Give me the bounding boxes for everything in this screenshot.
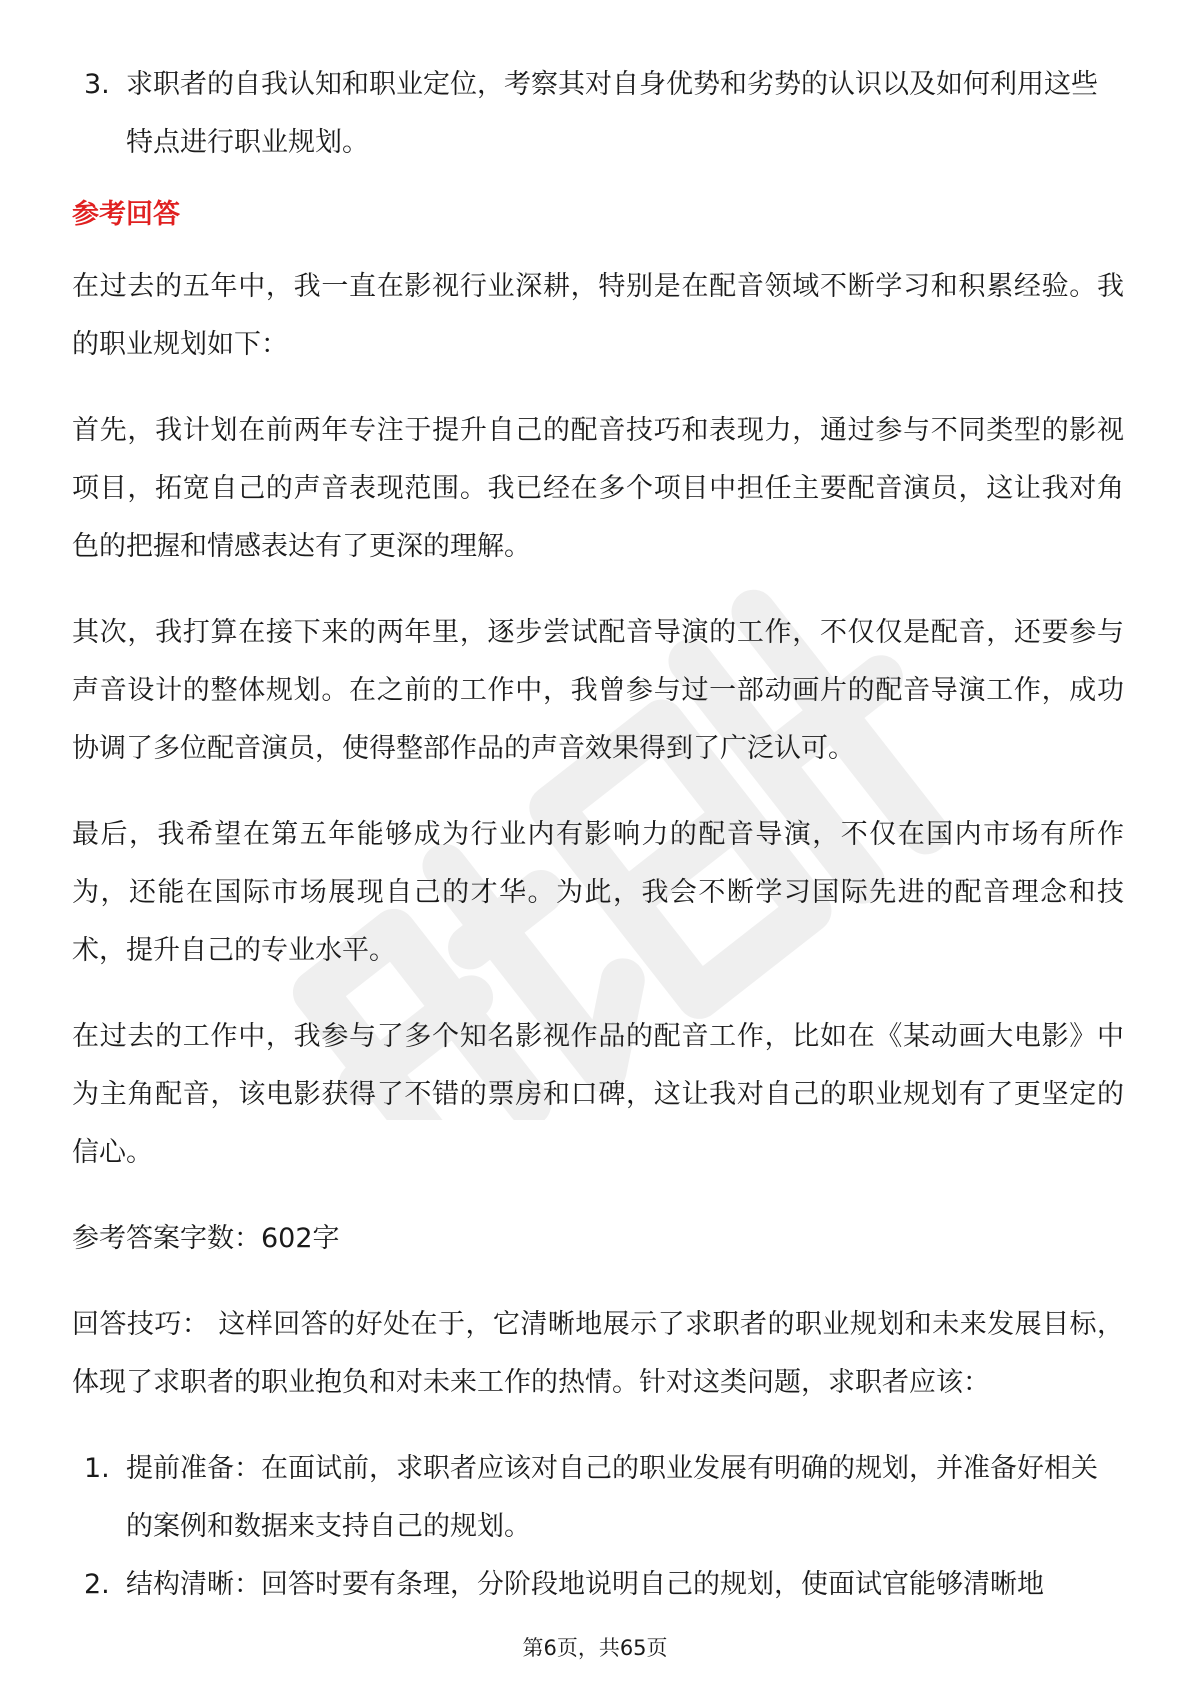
word-count: 参考答案字数：602字	[72, 1223, 340, 1254]
list-item-text: 提前准备：在面试前，求职者应该对自己的职业发展有明确的规划，并准备好相关的案例和数据来支持自己的规划。	[126, 1453, 1098, 1542]
list-number: 2.	[84, 1569, 110, 1600]
page-footer: 第6页，共65页	[522, 1636, 668, 1660]
paragraph: 最后，我希望在第五年能够成为行业内有影响力的配音导演，不仅在国内市场有所作为，还能在国际市场展现自己的才华。为此，我会不断学习国际先进的配音理念和技术，提升自己的专业水平。	[72, 819, 1124, 966]
paragraph: 首先，我计划在前两年专注于提升自己的配音技巧和表现力，通过参与不同类型的影视项目，拓宽自己的声音表现范围。我已经在多个项目中担任主要配音演员，这让我对角色的把握和情感表达有了更深的理解。	[72, 415, 1124, 562]
section-heading: 参考回答	[72, 199, 180, 230]
list-item	[72, 1440, 1124, 1556]
tips-intro: 回答技巧： 这样回答的好处在于，它清晰地展示了求职者的职业规划和未来发展目标，体现了求职者的职业抱负和对未来工作的热情。针对这类问题，求职者应该：	[72, 1309, 1124, 1398]
top-list	[72, 56, 1124, 172]
tips-list	[72, 1440, 1124, 1614]
list-number: 3.	[84, 69, 110, 100]
list-item-text: 结构清晰：回答时要有条理，分阶段地说明自己的规划，使面试官能够清晰地	[126, 1569, 1044, 1600]
paragraph: 其次，我打算在接下来的两年里，逐步尝试配音导演的工作，不仅仅是配音，还要参与声音设计的整体规划。在之前的工作中，我曾参与过一部动画片的配音导演工作，成功协调了多位配音演员，使得整部作品的声音效果得到了广泛认可。	[72, 617, 1124, 764]
paragraph: 在过去的五年中，我一直在影视行业深耕，特别是在配音领域不断学习和积累经验。我的职业规划如下：	[72, 271, 1124, 360]
list-number: 1.	[84, 1453, 110, 1484]
list-item-text: 求职者的自我认知和职业定位，考察其对自身优势和劣势的认识以及如何利用这些特点进行职业规划。	[126, 69, 1098, 158]
list-item	[72, 56, 1124, 172]
list-item	[72, 1556, 1124, 1614]
content-area	[72, 56, 1124, 1614]
paragraph: 在过去的工作中，我参与了多个知名影视作品的配音工作，比如在《某动画大电影》中为主角配音，该电影获得了不错的票房和口碑，这让我对自己的职业规划有了更坚定的信心。	[72, 1021, 1124, 1168]
